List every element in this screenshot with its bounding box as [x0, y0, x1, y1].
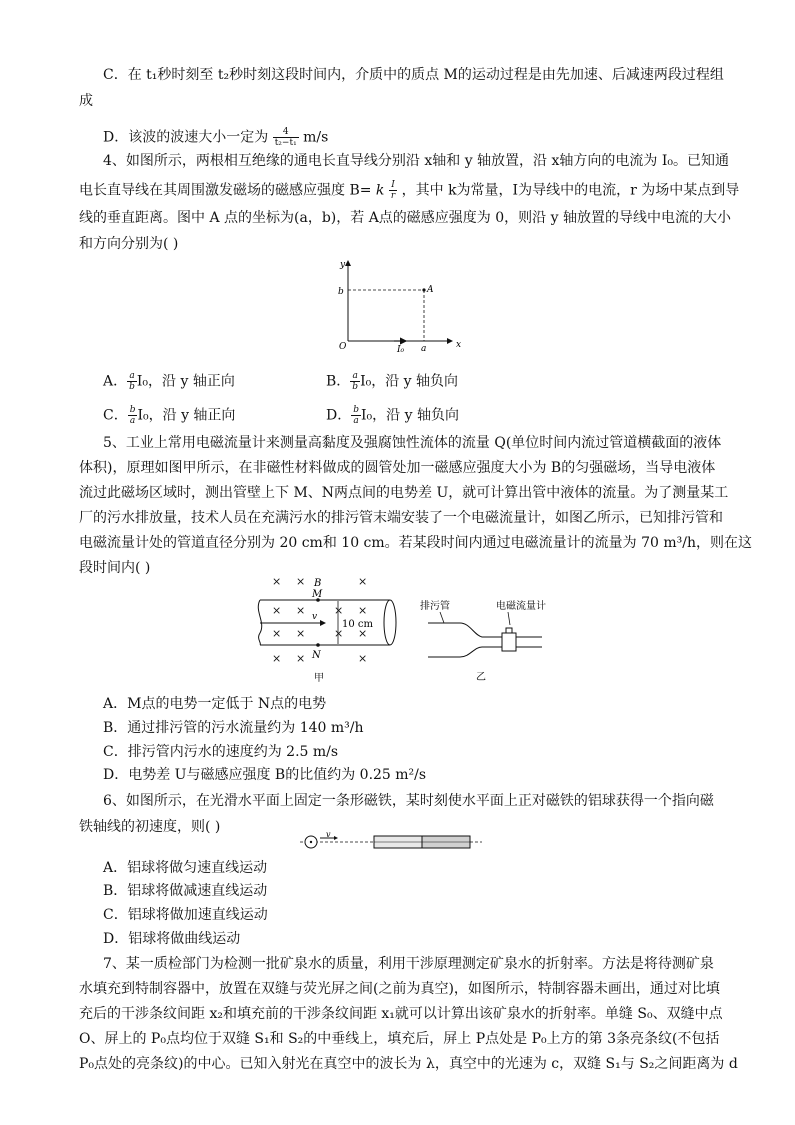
q4-option-c — [103, 405, 235, 426]
q3-option-d-text: D．该波的波速大小一定为 — [103, 129, 269, 146]
q6-stem-line1: 6、如图所示，在光滑水平面上固定一条形磁铁，某时刻使水平面上正对磁铁的铝球获得一个指向磁 — [103, 793, 714, 809]
q6-ball-center — [310, 841, 312, 843]
q4-formula-fraction — [389, 180, 397, 201]
q6-option-a: A．铝球将做匀速直线运动 — [103, 860, 268, 876]
q4-option-b-fraction — [350, 371, 360, 392]
q7-stem-line2: 水填充到特制容器中，放置在双缝与荧光屏之间(之前为真空)，如图所示，特制容器未画出，通过对比填 — [79, 981, 720, 997]
q4-current-label: I₀ — [397, 345, 405, 355]
q3-option-d-fraction — [273, 127, 299, 148]
q5-flow-meter-cap — [506, 628, 512, 633]
q3-option-d-unit: m/s — [303, 129, 329, 146]
q4-option-b-letter: B． — [326, 373, 351, 390]
q5-stem-line1: 5、工业上常用电磁流量计来测量高黏度及强腐蚀性流体的流量 Q(单位时间内流过管道横截面的液体 — [103, 435, 722, 451]
q5-meter-leader — [508, 612, 510, 625]
field-cross: × — [296, 575, 306, 588]
q4-stem-line2-pre: 电长直导线在其周围激发磁场的磁感应强度 B= — [79, 182, 372, 199]
q4-option-a-denominator: b — [129, 382, 135, 392]
q4-option-a-fraction — [127, 371, 137, 392]
q5-pipe-upper — [428, 623, 542, 637]
q6-velocity-arrowhead — [334, 836, 338, 840]
field-cross: × — [272, 652, 282, 665]
q5-caption-yi: 乙 — [476, 672, 486, 683]
q5-label-n: N — [312, 650, 321, 661]
q4-stem-line2 — [79, 180, 739, 201]
q4-formula-denominator: r — [390, 191, 396, 201]
q7-stem-line1: 7、某一质检部门为检测一批矿泉水的质量，利用干涉原理测定矿泉水的折射率。方法是将待测矿泉 — [103, 956, 714, 972]
q5-label-b: B — [314, 578, 322, 589]
q5-stem-line2: 体积)，原理如图甲所示，在非磁性材料做成的圆管处加一磁感应强度大小为 B的匀强磁场，当导电液体 — [79, 460, 716, 476]
field-cross: × — [272, 627, 282, 640]
q5-pipe-leader — [440, 612, 444, 623]
q4-stem-line3: 线的垂直距离。图中 A 点的坐标为(a，b)，若 A点的磁感应强度为 0，则沿 y 轴放置的导线中电流的大小 — [79, 210, 731, 226]
q3-option-d — [103, 127, 328, 148]
q5-option-c: C．排污管内污水的速度约为 2.5 m/s — [103, 744, 339, 760]
q3-option-d-numerator: 4 — [273, 127, 299, 138]
q5-figure-jia — [250, 575, 410, 687]
q4-option-d-numerator: b — [353, 405, 359, 415]
q5-caption-jia: 甲 — [314, 673, 324, 684]
q6-label-v: v — [326, 831, 331, 839]
q5-flow-arrowhead — [320, 620, 326, 626]
q4-option-d-fraction — [351, 405, 361, 426]
q5-option-d: D．电势差 U与磁感应强度 B的比值约为 0.25 m²/s — [103, 767, 427, 783]
q6-option-d: D．铝球将做曲线运动 — [103, 931, 241, 947]
field-cross: × — [296, 627, 306, 640]
q7-stem-line3: 充后的干涉条纹间距 x₂和填充前的干涉条纹间距 x₁就可以计算出该矿泉水的折射率。单缝 S₀、双缝中点 — [79, 1006, 723, 1022]
field-cross: × — [334, 627, 344, 640]
q4-option-d-denominator: a — [353, 416, 359, 426]
q6-magnet-figure — [300, 831, 490, 853]
q4-b-label: b — [338, 287, 344, 297]
q4-stem-line2-post: ，其中 k为常量，I为导线中的电流，r 为场中某点到导 — [401, 182, 740, 199]
q4-option-c-letter: C． — [103, 407, 128, 424]
q5-stem-line5: 电磁流量计处的管道直径分别为 20 cm和 10 cm。若某段时间内通过电磁流量计的流量为 70 m³/h，则在这 — [79, 535, 752, 551]
q4-coordinate-figure — [330, 255, 465, 355]
field-cross: × — [358, 627, 368, 640]
q4-formula-k: k — [375, 182, 385, 199]
q6-option-b: B．铝球将做减速直线运动 — [103, 883, 268, 899]
field-cross: × — [358, 604, 368, 617]
q4-option-d-text: I₀，沿 y 轴负向 — [361, 407, 459, 424]
field-cross: × — [296, 604, 306, 617]
field-cross: × — [272, 575, 282, 588]
q5-figure-yi — [420, 595, 560, 687]
q7-stem-line4: O、屏上的 P₀点均位于双缝 S₁和 S₂的中垂线上，填充后，屏上 P点处是 P₀上方的第 3条亮条纹(不包括 — [79, 1031, 720, 1047]
q4-option-c-denominator: a — [129, 416, 136, 426]
q4-a-point-label: A — [427, 285, 434, 295]
q5-label-m: M — [312, 589, 323, 600]
q5-label-pipe: 排污管 — [420, 601, 450, 612]
field-cross: × — [358, 652, 368, 665]
q4-option-c-numerator: b — [129, 405, 136, 415]
q6-stem-line2: 铁轴线的初速度，则( ) — [79, 819, 221, 835]
q4-formula-numerator: I — [389, 180, 397, 191]
q4-option-a-letter: A． — [103, 373, 128, 390]
q5-stem-line6: 段时间内( ) — [79, 560, 151, 576]
q5-stem-line4: 厂的污水排放量，技术人员在充满污水的排污管末端安装了一个电磁流量计，如图乙所示，已知排污管和 — [79, 510, 723, 526]
q5-flow-meter-body — [502, 633, 516, 651]
q3-option-c-line1: C．在 t₁秒时刻至 t₂秒时刻这段时间内，介质中的质点 M的运动过程是由先加速、后减速两段过程组 — [103, 67, 724, 83]
field-cross: × — [272, 604, 282, 617]
field-cross: × — [358, 575, 368, 588]
q4-origin-label: O — [339, 342, 347, 352]
q5-option-b: B．通过排污管的污水流量约为 140 m³/h — [103, 720, 364, 736]
q5-option-a: A．M点的电势一定低于 N点的电势 — [103, 696, 327, 712]
q4-option-d-letter: D． — [326, 407, 352, 424]
q3-option-c-line2: 成 — [79, 93, 93, 109]
q4-option-b-text: I₀，沿 y 轴负向 — [360, 373, 459, 390]
q4-option-a-text: I₀，沿 y 轴正向 — [136, 373, 235, 390]
q4-a-label: a — [421, 344, 427, 354]
q5-label-meter: 电磁流量计 — [496, 601, 546, 612]
q4-y-label: y — [340, 260, 346, 270]
q4-point-a-dot — [422, 288, 425, 291]
q5-pipe-end — [384, 600, 396, 645]
q4-option-b-denominator: b — [352, 382, 359, 392]
q6-option-c: C．铝球将做加速直线运动 — [103, 907, 268, 923]
field-cross: × — [296, 652, 306, 665]
q7-stem-line5: P₀点处的亮条纹)的中心。已知入射光在真空中的波长为 λ，真空中的光速为 c，双缝 S₁与 S₂之间距离为 d — [79, 1056, 738, 1072]
q5-pipe-lower — [428, 647, 542, 657]
q4-option-a — [103, 371, 235, 392]
q4-x-label: x — [456, 340, 462, 350]
q5-stem-line3: 流过此磁场区域时，测出管壁上下 M、N两点间的电势差 U，就可计算出管中液体的流量。为了测量某工 — [79, 485, 729, 501]
q5-label-diameter: 10 cm — [342, 619, 373, 630]
q4-option-a-numerator: a — [127, 371, 137, 382]
q3-option-d-denominator: t₂−t₁ — [274, 138, 297, 148]
q4-option-d — [326, 405, 459, 426]
q5-label-v: v — [312, 612, 318, 622]
q4-option-b-numerator: a — [350, 371, 360, 382]
q4-option-b — [326, 371, 458, 392]
q4-stem-line1: 4、如图所示，两根相互绝缘的通电长直导线分别沿 x轴和 y 轴放置，沿 x轴方向的电流为 I₀。已知通 — [103, 153, 729, 169]
q5-point-n — [316, 643, 320, 647]
q4-stem-line4: 和方向分别为( ) — [79, 236, 179, 252]
q4-option-c-text: I₀，沿 y 轴正向 — [137, 407, 236, 424]
field-cross: × — [334, 604, 344, 617]
